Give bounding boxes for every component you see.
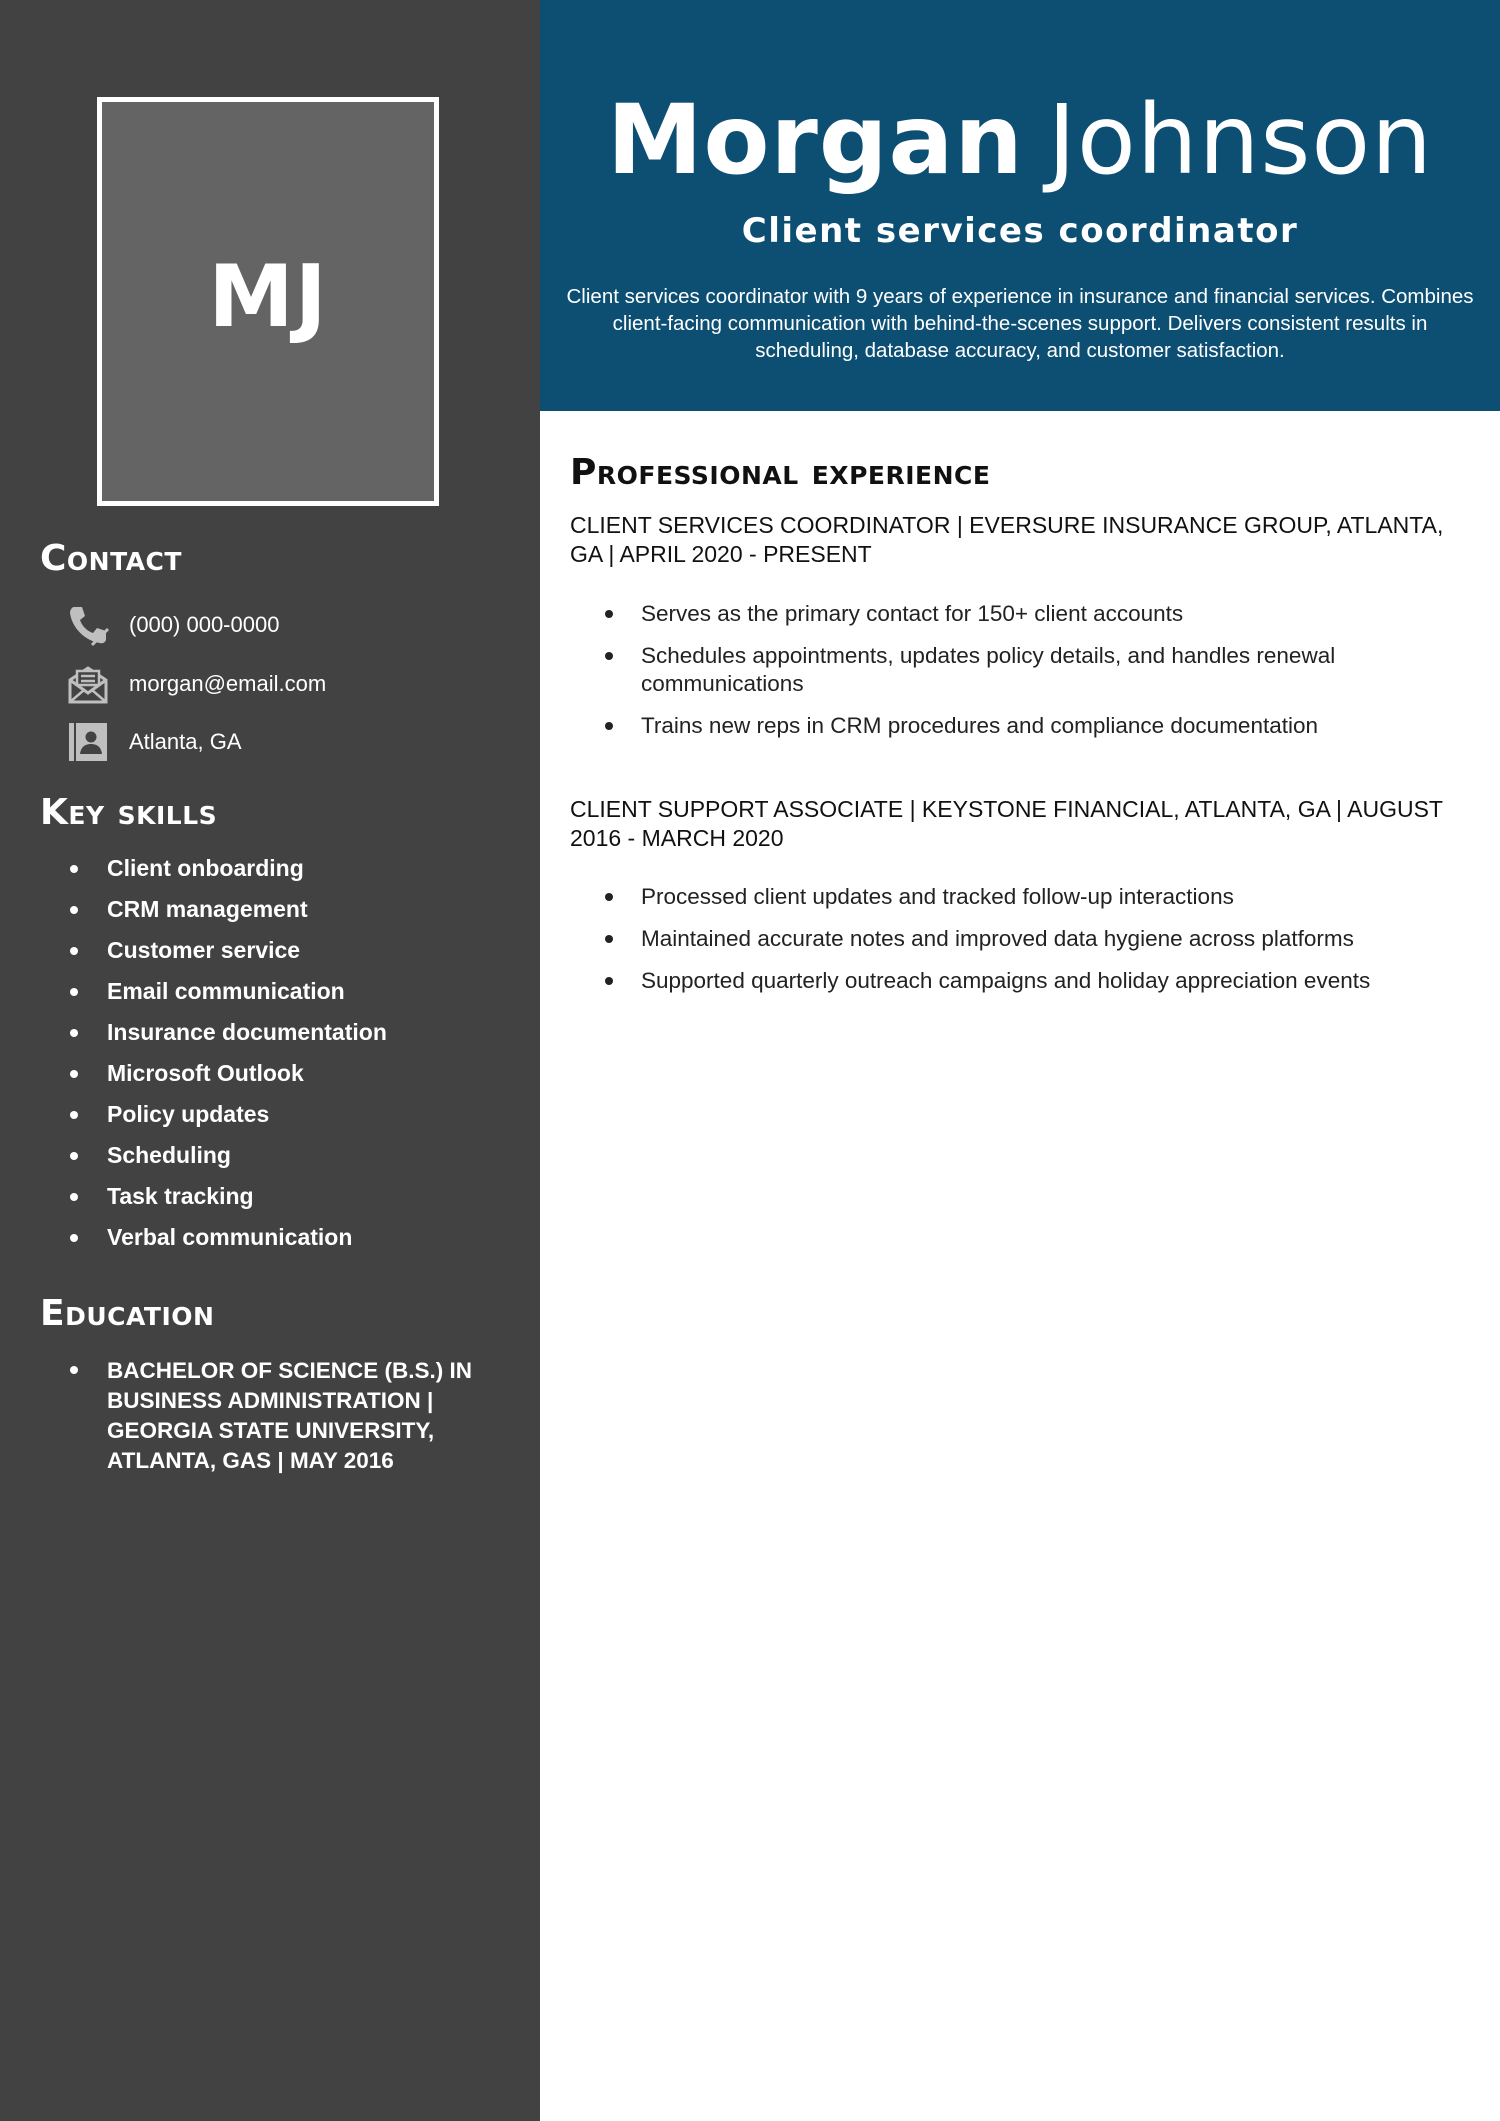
location-icon xyxy=(66,720,112,764)
bullet-icon xyxy=(70,906,78,914)
bullet-icon xyxy=(605,977,613,985)
bullet-icon xyxy=(605,893,613,901)
bullet-icon xyxy=(70,1029,78,1037)
skill-label: CRM management xyxy=(107,896,308,922)
skill-label: Task tracking xyxy=(107,1183,254,1209)
skill-label: Email communication xyxy=(107,978,345,1004)
skill-label: Microsoft Outlook xyxy=(107,1060,304,1086)
contact-heading: Contact xyxy=(40,538,182,579)
skill-label: Insurance documentation xyxy=(107,1019,387,1045)
contact-location xyxy=(66,720,242,764)
bullet-icon xyxy=(70,1070,78,1078)
experience-heading: Professional experience xyxy=(570,452,991,493)
bullet-icon xyxy=(70,1193,78,1201)
skill-label: Customer service xyxy=(107,937,301,963)
skill-label: Verbal communication xyxy=(107,1224,353,1250)
bullet-icon xyxy=(605,610,613,618)
bullet-text: Maintained accurate notes and improved data hygiene across platforms xyxy=(641,926,1354,951)
bullet-icon xyxy=(605,935,613,943)
bullet-icon xyxy=(70,947,78,955)
phone-text[interactable]: (000) 000-0000 xyxy=(129,612,280,637)
education-heading: Education xyxy=(40,1293,215,1334)
bullet-text: Processed client updates and tracked follow-up interactions xyxy=(641,884,1234,909)
candidate-name xyxy=(540,80,1500,200)
summary-text: Client services coordinator with 9 years of experience in insurance and financial services. Combines client-facing communication with behind-the-scenes support. Delivers consistent results in scheduling, database accuracy, and customer satisfaction. xyxy=(566,285,1474,362)
bullet-icon xyxy=(70,1152,78,1160)
job-title: CLIENT SUPPORT ASSOCIATE | KEYSTONE FINANCIAL, ATLANTA, GA | AUGUST 2016 - MARCH 2020 xyxy=(570,796,1443,851)
bullet-text: Serves as the primary contact for 150+ client accounts xyxy=(641,601,1184,626)
contact-phone xyxy=(66,603,279,647)
bullet-text: Schedules appointments, updates policy details, and handles renewal communications xyxy=(641,643,1336,696)
bullet-icon xyxy=(70,1234,78,1242)
job-title-heading: Client services coordinator xyxy=(741,211,1299,251)
last-name: Johnson xyxy=(1047,84,1433,196)
contact-email xyxy=(66,662,326,706)
bullet-icon xyxy=(70,1111,78,1119)
bullet-icon xyxy=(70,865,78,873)
phone-icon xyxy=(66,603,112,647)
skill-label: Client onboarding xyxy=(107,855,304,881)
skills-heading: Key skills xyxy=(40,792,218,833)
email-icon xyxy=(66,662,112,706)
location-text: Atlanta, GA xyxy=(129,729,242,754)
skill-label: Scheduling xyxy=(107,1142,231,1168)
bullet-icon xyxy=(70,1366,78,1374)
bullet-icon xyxy=(70,988,78,996)
bullet-text: Trains new reps in CRM procedures and compliance documentation xyxy=(641,713,1318,738)
bullet-icon xyxy=(605,652,613,660)
bullet-text: Supported quarterly outreach campaigns and holiday appreciation events xyxy=(641,968,1371,993)
skill-label: Policy updates xyxy=(107,1101,270,1127)
education-item: BACHELOR OF SCIENCE (B.S.) IN BUSINESS ADMINISTRATION | GEORGIA STATE UNIVERSITY, ATLANTA, GAS | MAY 2016 xyxy=(107,1358,473,1473)
first-name: Morgan xyxy=(607,84,1024,196)
header xyxy=(540,0,1500,411)
avatar xyxy=(97,97,439,506)
job-title: CLIENT SERVICES COORDINATOR | EVERSURE INSURANCE GROUP, ATLANTA, GA | APRIL 2020 - PRESENT xyxy=(570,512,1444,567)
avatar-initials: MJ xyxy=(208,246,328,347)
sidebar xyxy=(0,0,540,2121)
bullet-icon xyxy=(605,722,613,730)
email-text[interactable]: morgan@email.com xyxy=(129,671,327,696)
